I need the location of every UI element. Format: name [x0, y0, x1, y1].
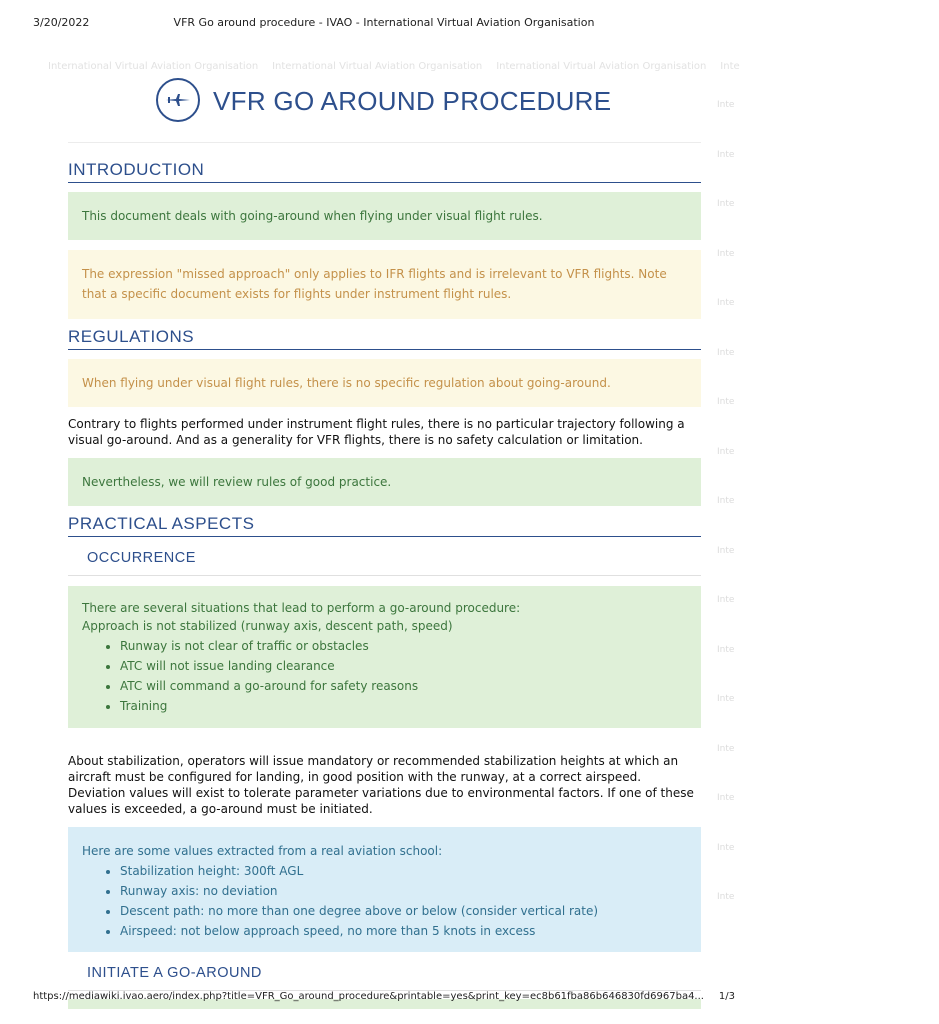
note-green-intro: This document deals with going-around when flying under visual flight rules. — [68, 192, 701, 240]
list-item: • Runway axis: no deviation — [120, 881, 687, 901]
watermark-text: Inte — [717, 545, 735, 556]
occurrence-intro: Approach is not stabilized (runway axis, descent path, speed) — [82, 619, 453, 633]
watermark-text: Inte — [720, 61, 740, 72]
airplane-icon — [164, 86, 192, 114]
print-date: 3/20/2022 — [33, 16, 90, 29]
watermark-text: Inte — [717, 743, 735, 754]
section-heading-introduction: INTRODUCTION — [68, 160, 701, 183]
watermark-text: International Virtual Aviation Organisation — [48, 61, 259, 72]
print-footer — [33, 991, 735, 1005]
watermark-text: Inte — [717, 149, 735, 160]
watermark-text: Inte — [717, 842, 735, 853]
subsection-heading-initiate: INITIATE A GO-AROUND — [68, 965, 701, 991]
paragraph-stabilization: About stabilization, operators will issue mandatory or recommended stabilization heights at which an aircraft must be configured for landing, in good position with the runway, at a correct airspeed. Deviation values will exist to tolerate parameter variations due to environmental factors. If one of these values is exceeded, a go-around must be initiated. — [68, 754, 694, 816]
note-blue-values — [68, 827, 701, 952]
page-number: 1/3 — [718, 991, 735, 1002]
watermark-text: Inte — [717, 496, 735, 506]
print-page-title: VFR Go around procedure - IVAO - International Virtual Aviation Organisation — [173, 16, 595, 29]
watermark-text: Inte — [717, 248, 735, 259]
values-intro: Here are some values extracted from a real aviation school: — [82, 844, 443, 858]
list-item: • Descent path: no more than one degree above or below (consider vertical rate) — [120, 901, 687, 921]
watermark-text: Inte — [717, 595, 735, 605]
watermark-row — [48, 54, 768, 72]
list-item: • ATC will not issue landing clearance — [120, 656, 687, 676]
ivao-logo — [156, 78, 200, 122]
note-yellow-intro: The expression "missed approach" only applies to IFR flights and is irrelevant to VFR flights. Note that a specific document exists for flights under instrument flight rules. — [68, 250, 701, 319]
title-divider — [68, 142, 701, 143]
watermark-text: Inte — [717, 199, 735, 209]
watermark-text: Inte — [717, 892, 735, 902]
list-item: • Runway is not clear of traffic or obstacles — [120, 636, 687, 656]
list-item: • ATC will command a go-around for safety reasons — [120, 676, 687, 696]
title-banner — [0, 76, 768, 126]
watermark-text: Inte — [717, 694, 735, 704]
occurrence-list — [82, 636, 687, 716]
document-title: VFR GO AROUND PROCEDURE — [213, 86, 612, 116]
list-item: • Stabilization height: 300ft AGL — [120, 861, 687, 881]
watermark-text: Inte — [717, 793, 735, 803]
subsection-heading-occurrence: OCCURRENCE — [68, 550, 701, 576]
note-green-regulations: Nevertheless, we will review rules of good practice. — [68, 458, 701, 506]
print-header — [33, 16, 735, 32]
watermark-text: Inte — [717, 100, 735, 110]
list-item: • Airspeed: not below approach speed, no more than 5 knots in excess — [120, 921, 687, 941]
document-content — [68, 160, 701, 1009]
watermark-text: Inte — [717, 446, 735, 457]
paragraph-regulations: Contrary to flights performed under instrument flight rules, there is no particular trajectory following a visual go-around. And as a generality for VFR flights, there is no safety calculation or limitation. — [68, 417, 685, 447]
list-item: • Training — [120, 696, 687, 716]
note-yellow-regulations: When flying under visual flight rules, there is no specific regulation about going-around. — [68, 359, 701, 407]
occurrence-intro: There are several situations that lead to perform a go-around procedure: — [82, 601, 521, 615]
watermark-text: Inte — [717, 644, 735, 655]
watermark-text: Inte — [717, 347, 735, 358]
values-list — [82, 861, 687, 941]
watermark-text: International Virtual Aviation Organisation — [496, 61, 707, 72]
watermark-text: Inte — [717, 397, 735, 407]
section-heading-practical: PRACTICAL ASPECTS — [68, 514, 701, 537]
watermark-text: International Virtual Aviation Organisation — [272, 61, 483, 72]
watermark-column — [717, 100, 735, 942]
note-green-occurrence — [68, 586, 701, 728]
print-url: https://mediawiki.ivao.aero/index.php?title=VFR_Go_around_procedure&printable=yes&print_key=ec8b61fba86b646830fd6967ba4... — [33, 991, 704, 1002]
watermark-text: Inte — [717, 298, 735, 308]
section-heading-regulations: REGULATIONS — [68, 327, 701, 350]
